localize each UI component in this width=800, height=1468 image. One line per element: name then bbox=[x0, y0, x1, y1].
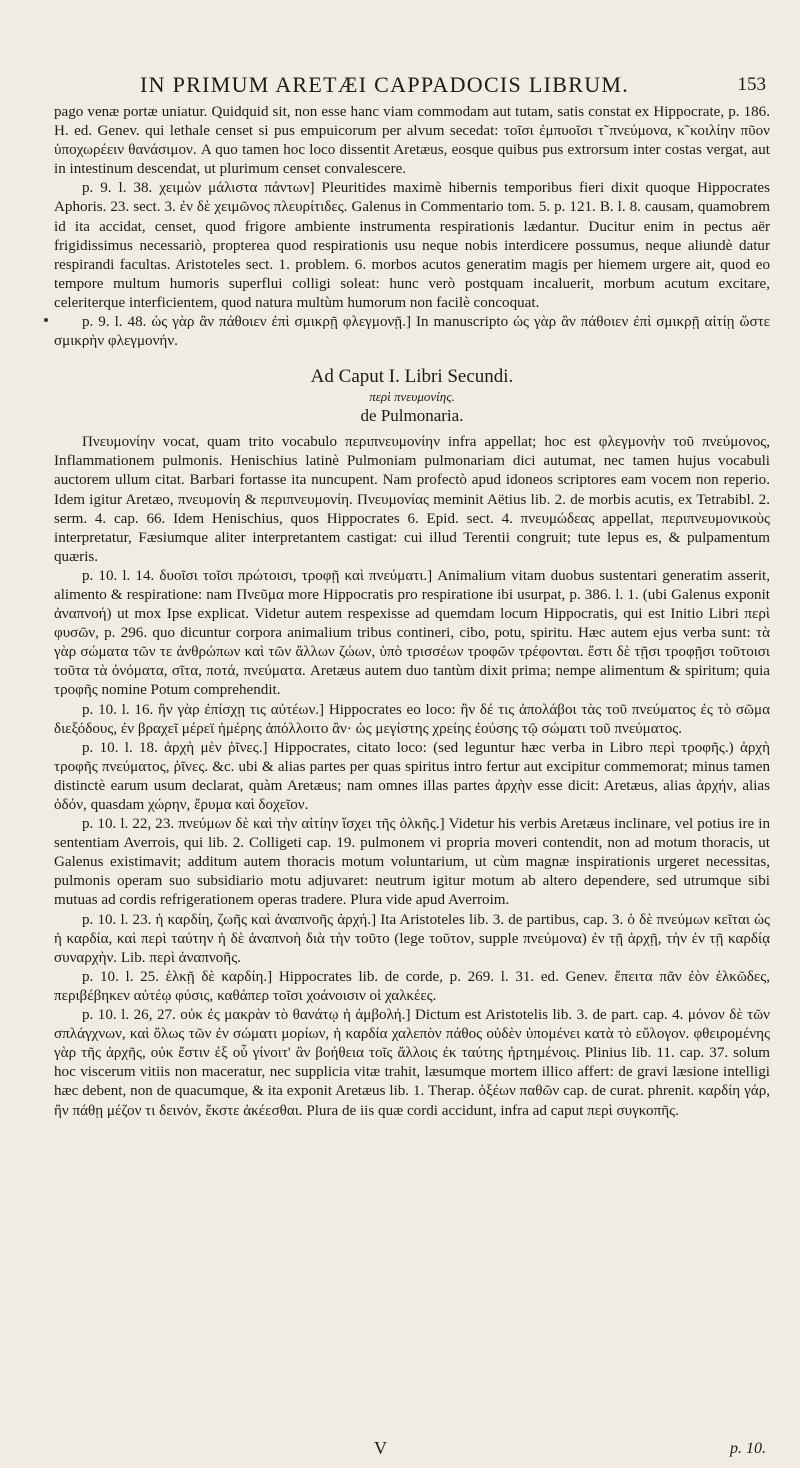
note-paragraph: p. 10. l. 23. ἡ καρδίη, ζωῆς καὶ ἀναπνοῆς ἀρχή.] Ita Aristoteles lib. 3. de partibus, cap. 3. ὁ δὲ πνεύμων κεῖται ὡς ἡ καρδία, καὶ περὶ ταύτην ἡ δὲ ἀναπνοὴ διὰ τὴν τοῦτο (lege τοῦτον, supple πνεύμονα) ἐν τῇ ἀρχῇ, τὴν ἐν τῇ καρδίᾳ συναρχὴν. Lib. περὶ ἀναπνοῆς. bbox=[54, 911, 770, 966]
note-paragraph: p. 9. l. 38. χειμὼν μάλιστα πάντων] Pleuritides maximè hibernis temporibus fieri dixit quoque Hippocrates Aphoris. 23. sect. 3. ἐν δὲ χειμῶνος πλευρίτιδες. Galenus in Commentario tom. 5. p. 121. B. l. 8. causam, quamobrem id ita accidat, censet, quod frigore ambiente instrumenta respirationis lædantur. Ducitur enim in pectus aër frigidissimus necessariò, propterea quod respirationis usu neque nobis interdicere possumus, neque aliundè datur respirandi facultas. Aristoteles sect. 1. problem. 6. morbos acutos generatim magis per hiemem urgere ait, quod eo tempore multum humoris superflui colligi soleat: hunc verò postquam incaluerit, morbum acutum excitare, celeriterque interficientem, quod natura multùm humorum non facilè concoquat. bbox=[54, 180, 770, 311]
note-paragraph: p. 9. l. 48. ὡς γὰρ ἂν πάθοιεν ἐπὶ σμικρῇ φλεγμονῇ.] In manuscripto ὡς γὰρ ἂν πάθοιεν ἐπὶ σμικρῇ αἰτίῃ ὥστε σμικρὴν φλεγμονήν. bbox=[54, 314, 770, 350]
chapter-heading bbox=[54, 365, 770, 427]
running-title: IN PRIMUM ARETÆI CAPPADOCIS LIBRUM. bbox=[140, 72, 630, 97]
note-paragraph: p. 10. l. 18. ἀρχὴ μὲν ῥῖνες.] Hippocrates, citato loco: (sed leguntur hæc verba in Libro περὶ τροφῆς.) ἀρχὴ τροφῆς πνεύματος, ῥῖνες. &c. ubi & alias partes per quas spiritus intro fertur aut excipitur commemorat; minus tamen distinctè earum usum declarat, quàm Aretæus; nam omnes illas partes ἀρχὴν esse dicit: Aretæus, alias ἀρχήν, alias ὁδόν, quasdam χώρην, ἔρυμα καὶ δοχεῖον. bbox=[54, 739, 770, 813]
note-paragraph: p. 10. l. 14. δυοῖσι τοῖσι πρώτοισι, τροφῇ καὶ πνεύματι.] Animalium vitam duobus sustentari generatim asserit, alimento & respiratione: nam Πνεῦμα more Hippocratis pro respiratione ibi usurpat, p. 386. l. 1. (ubi Galenus exponit ἀναπνοή) ut mox Ipse explicat. Videtur autem respexisse ad quemdam locum Hippocratis, qui est Initio Libri περὶ φυσῶν, p. 296. quo dicuntur corpora animalium tribus contineri, cibo, potu, spiritu. Hæc autem ejus verba sunt: τὰ γὰρ σώματα τῶν τε ἀνθρώπων καὶ τῶν ἄλλων ζώων, ὑπὸ τρισσέων τροφῶν τρέφονται. ἔστι δὲ τῇσι τροφῇσι τοῦτοισι τοῦτα τὰ ὀνόματα, σῖτα, ποτά, πνεύματα. Aretæus autem duo tantùm dixit prima; nempe alimentum & spiritum; quia τροφῆς nomine Potum comprehendit. bbox=[54, 567, 770, 699]
note-paragraph: p. 10. l. 16. ἢν γὰρ ἐπίσχῃ τις αὐτέων.] Hippocrates eo loco: ἢν δέ τις ἀπολάβοι τὰς τοῦ πνεύματος ἐς τὸ σῶμα διεξόδους, ἐν βραχεῖ μέρεϊ ἡμέρης ἀπόλλοιτο ἂν· ὡς μεγίστης χρείης ἐούσης τῷ σώματι τοῦ πνεύματος. bbox=[54, 701, 770, 737]
margin-mark bbox=[44, 318, 48, 322]
page-footer bbox=[54, 1438, 766, 1460]
note-paragraph: pago venæ portæ uniatur. Quidquid sit, non esse hanc viam commodam aut tutam, satis constat ex Hippocrate, p. 186. H. ed. Genev. qui lethale censet si pus empuicorum per alvum secedat: τοῖσι ἐμπυοῖσι τ̃ πνεύμονα, κ̃ κοιλίην πῦον ὑποχωρέειν θανάσιμον. A quo tamen hoc loco dissentit Aretæus, eosque quibus pus extrorsum inter costas vergat, aut in intestinum descendat, ut plurimum censet convalescere. bbox=[54, 104, 770, 178]
chapter-greek-title: περὶ πνευμονίης. bbox=[369, 389, 455, 405]
note-paragraph: p. 10. l. 22, 23. πνεύμων δὲ καὶ τὴν αἰτίην ἴσχει τῆς ὁλκῆς.] Videtur his verbis Aretæus inclinare, vel potius ire in sententiam Averrois, qui lib. 2. Colligeti cap. 19. pulmonem vi propria moveri contendit, non ad motum thoracis, ut Galenus existimavit; additum autem thoracis motum voluntarium, ut cùm magnæ inspirationis urgeret necessitas, pulmonis operam suo subsidiario motu adjuvaret: neutrum igitur motum ab altero dependere, sed utrumque sibi mutuas ad cordis refrigerationem operas tradere. Plura vide apud Averroim. bbox=[54, 816, 770, 909]
chapter-latin-title: de Pulmonaria. bbox=[360, 406, 464, 426]
page-header bbox=[140, 72, 766, 98]
commentary-body bbox=[54, 103, 770, 1121]
note-paragraph: Πνευμονίην vocat, quam trito vocabulo περιπνευμονίην infra appellat; hoc est φλεγμονὴν τοῦ πνεύμονος, Inflammationem pulmonis. Henischius latinè Pulmoniam pulmonariam dici autumat, nec tamen hujus vocabuli auctorem ullum citat. Barbari fortasse ita nuncupent. Nam profectò apud idoneos scriptores eam vocem non reperio. Idem igitur Aretæo, πνευμονίη & περιπνευμονίη. Πνευμονίας meminit Aëtius lib. 2. de morbis acutis, ex Tetrabibl. 2. serm. 4. cap. 66. Idem Henischius, quos Hippocrates 6. Epid. sect. 4. πνευμώδεας appellat, περιπνευμονικοὺς interpretatur, Fæsiumque aliter interpretantem castigat: cui illud Terentii congruit; tute lepus es, & pulpamentum quæris. bbox=[54, 434, 770, 565]
page-number: 153 bbox=[737, 74, 766, 95]
signature-mark: V bbox=[374, 1438, 387, 1458]
catchword: p. 10. bbox=[730, 1440, 766, 1457]
note-paragraph: p. 10. l. 25. ἑλκῇ δὲ καρδίη.] Hippocrates lib. de corde, p. 269. l. 31. ed. Genev. ἔπειτα πᾶν ἐὸν ἑλκῶδες, περιβέβηκεν αὐτέῳ φύσις, καθάπερ τοῖσι χοάνοισιν οἱ χαλκέες. bbox=[54, 968, 770, 1004]
chapter-title: Ad Caput I. Libri Secundi. bbox=[310, 366, 514, 388]
note-paragraph: p. 10. l. 26, 27. οὐκ ἐς μακρὰν τὸ θανάτῳ ἡ ἀμβολή.] Dictum est Aristotelis lib. 3. de part. cap. 4. μόνον δὲ τῶν σπλάγχνων, καὶ ὅλως τῶν ἐν σώματι μορίων, ἡ καρδία χαλεπὸν πάθος οὐδὲν ὑπομένει κατὰ τὸ εὔλογον. φθειρομένης γὰρ τῆς ἀρχῆς, οὐκ ἔστιν ἐξ οὗ γίνοιτ' ἂν βοήθεια τοῖς ἄλλοις ἐκ ταύτης ἠρτημένοις. Plinius lib. 11. cap. 37. solum hoc viscerum vitiis non maceratur, nec supplicia vitæ trahit, læsumque mortem illico affert: de gravi læsione intelligi hæc debent, non de quacumque, & ita exponit Aretæus lib. 1. Therap. ὀξέων παθῶν cap. de curat. phrenit. καρδίη γάρ, ἢν πάθῃ μέζον τι δεινόν, ἔκστε ἀκέεσθαι. Plura de iis quæ cordi accidunt, infra ad caput περὶ συγκοπῆς. bbox=[54, 1007, 770, 1119]
